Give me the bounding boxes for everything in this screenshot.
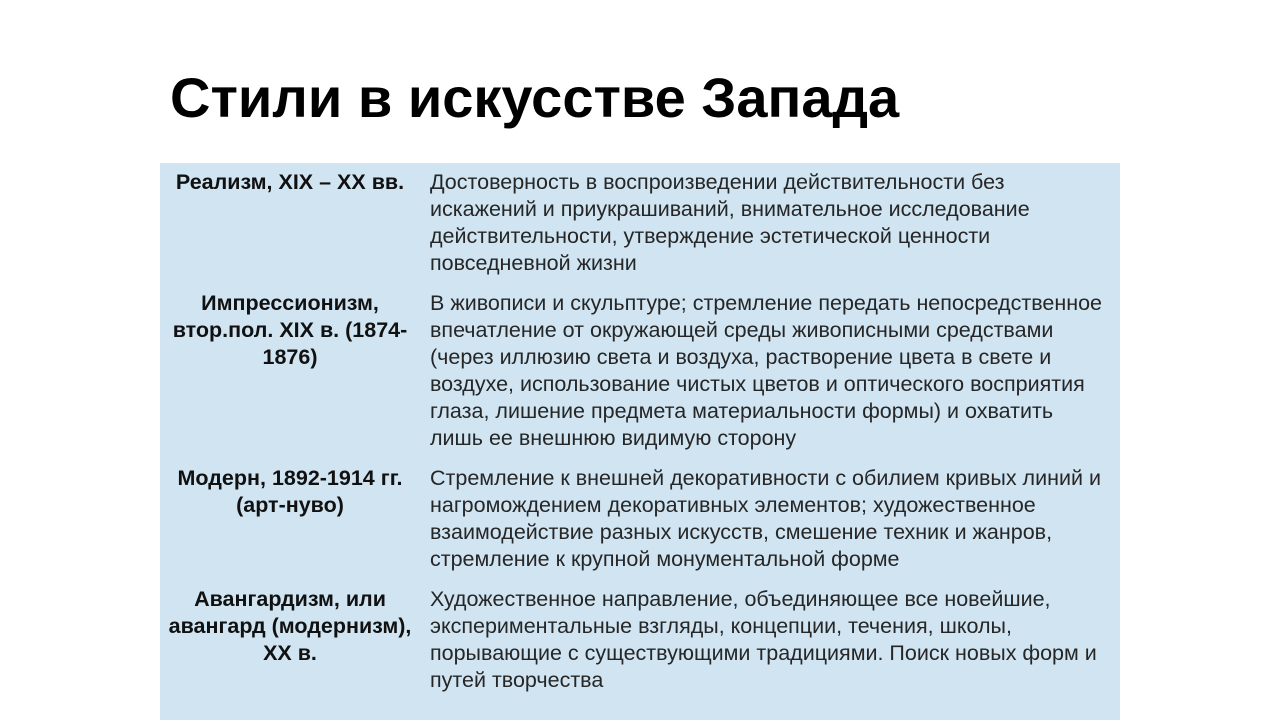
table-row: [160, 284, 1120, 459]
style-name-cell: Авангардизм, или авангард (модернизм), XX в.: [168, 587, 412, 665]
style-description-cell: В живописи и скульптуре; стремление передать непосредственное впечатление от окружающей среды живописными средствами (через иллюзию света и воздуха, растворение цвета в свете и воздухе, использование чистых цветов и оптического восприятия глаза, лишение предмета материальности формы) и охватить лишь ее внешнюю видимую сторону: [430, 291, 1103, 450]
table-row: [160, 580, 1120, 701]
page-title: Стили в искусстве Запада: [170, 66, 900, 129]
table-row: [160, 163, 1120, 284]
table-row: [160, 459, 1120, 580]
art-styles-table: [160, 163, 1120, 720]
style-description-cell: Стремление к внешней декоративности с обилием кривых линий и нагромождением декоративных элементов; художественное взаимодействие разных искусств, смешение техник и жанров, стремление к крупной монументальной форме: [430, 466, 1101, 571]
style-description-cell: Достоверность в воспроизведении действительности без искажений и приукрашиваний, внимательное исследование действительности, утверждение эстетической ценности повседневной жизни: [430, 170, 1030, 275]
style-name-cell: Импрессионизм, втор.пол. XIX в. (1874-1876): [172, 291, 408, 369]
style-name-cell: Модерн, 1892-1914 гг. (арт-нуво): [177, 466, 403, 517]
style-description-cell: Художественное направление, объединяющее все новейшие, экспериментальные взгляды, концепции, течения, школы, порывающие с существующими традициями. Поиск новых форм и путей творчества: [430, 587, 1097, 692]
style-name-cell: Реализм, XIX – XX вв.: [175, 170, 405, 194]
